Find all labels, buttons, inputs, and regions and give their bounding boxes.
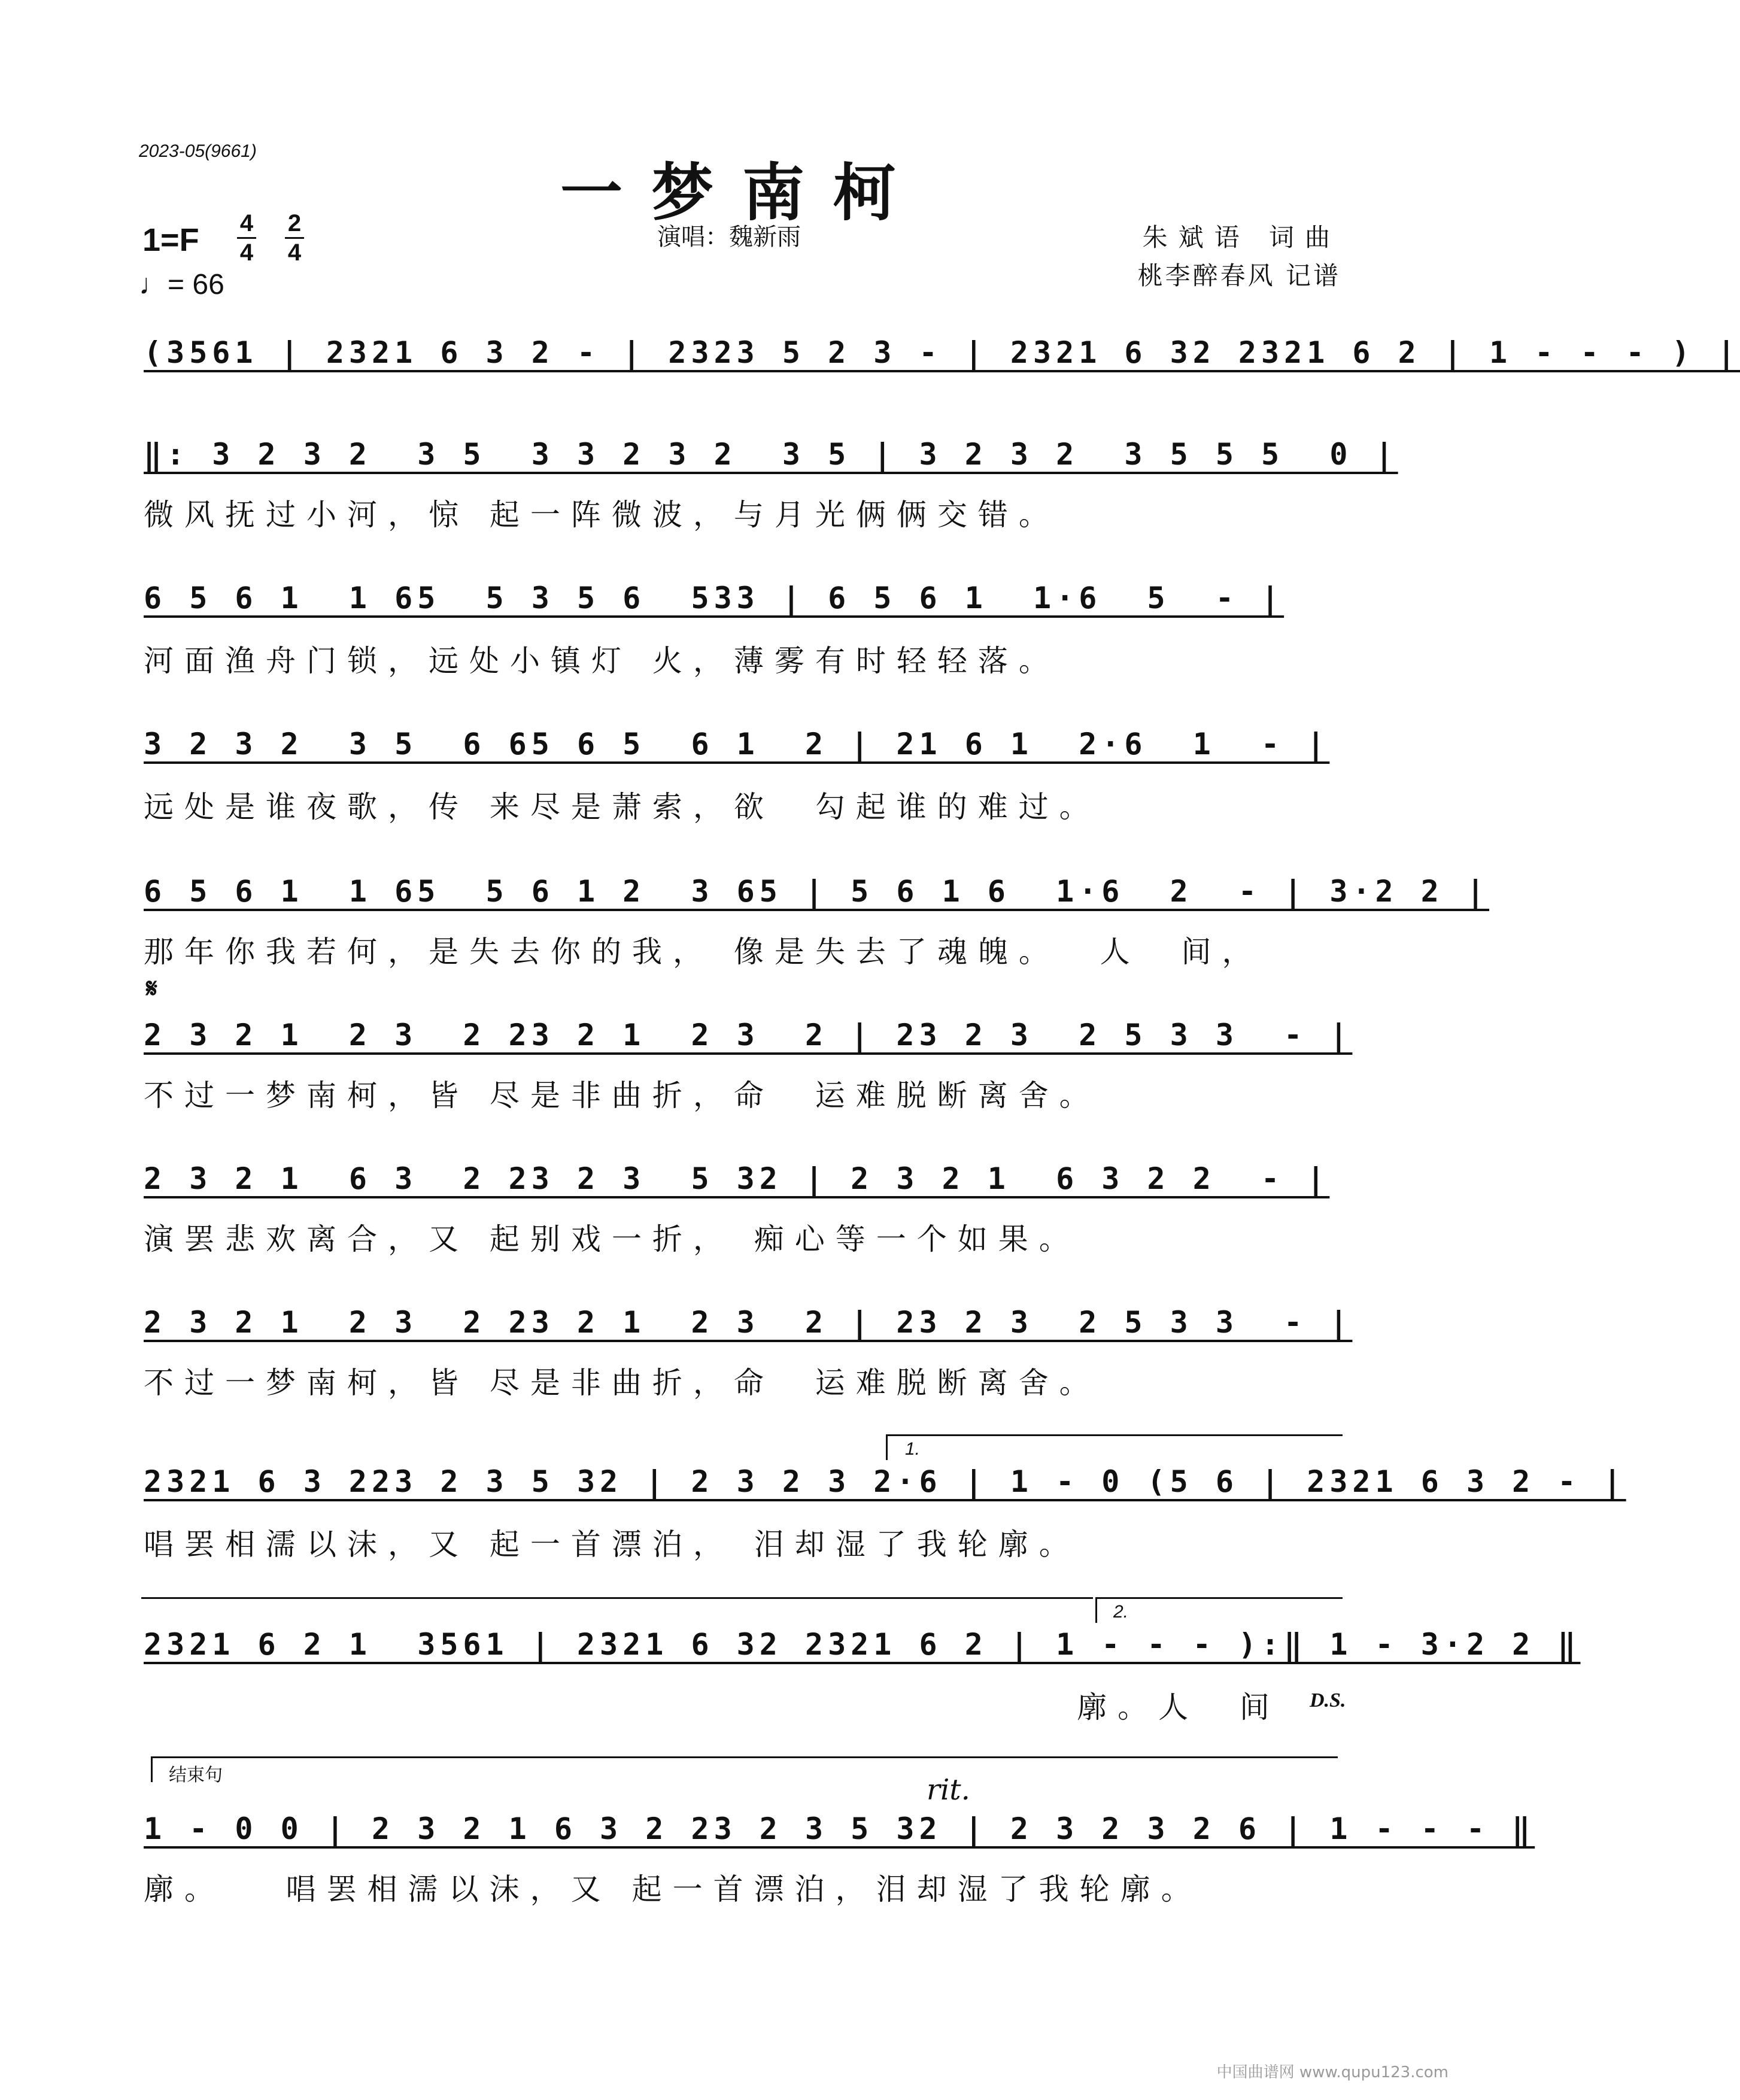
time-bottom-2: 4 — [287, 239, 302, 266]
volta-1-label: 1. — [905, 1439, 921, 1459]
transcriber-credit: 桃李醉春风 记谱 — [1137, 261, 1341, 290]
notation-line-9: 2321 6 3 223 2 3 5 32 | 2 3 2 3 2·6 | 1 - 0 (5 6 | 2321 6 3 2 - | — [144, 1464, 1626, 1499]
notation-line-8: 2 3 2 1 2 3 2 23 2 1 2 3 2 | 23 2 3 2 5 3 3 - | — [144, 1305, 1353, 1340]
notation-line-1: (3561 | 2321 6 3 2 - | 2323 5 2 3 - | 2321 6 32 2321 6 2 | 1 - - - ) | — [144, 335, 1740, 370]
lyrics-line-10: 廓。人 间 — [144, 1690, 1280, 1725]
volta-bracket-1 — [886, 1434, 1343, 1460]
song-title: 一梦南柯 — [560, 156, 924, 229]
notation-line-5: 6 5 6 1 1 65 5 6 1 2 3 65 | 5 6 1 6 1·6 2 - | 3·2 2 | — [144, 874, 1490, 909]
volta-1-continuation — [141, 1597, 1093, 1599]
lyrics-line-5: 那年你我若何，是失去你的我， 像是失去了魂魄。 人 间， — [144, 934, 1263, 969]
singer-credit: 演唱：魏新雨 — [657, 223, 801, 251]
coda-bracket — [151, 1756, 1338, 1782]
volta-bracket-2 — [1095, 1597, 1343, 1623]
site-watermark: 中国曲谱网 www.qupu123.com — [1216, 2063, 1449, 2081]
catalog-number: 2023-05(9661) — [139, 141, 257, 161]
notation-line-10: 2321 6 2 1 3561 | 2321 6 32 2321 6 2 | 1 - - - ):‖ 1 - 3·2 2 ‖ — [144, 1627, 1581, 1662]
lyrics-line-3: 河面渔舟门锁，远处小镇灯 火，薄雾有时轻轻落。 — [144, 644, 1059, 678]
notation-line-3: 6 5 6 1 1 65 5 3 5 6 533 | 6 5 6 1 1·6 5 - | — [144, 581, 1284, 615]
lyrics-line-8: 不过一梦南柯，皆 尽是非曲折，命 运难脱断离舍。 — [144, 1365, 1100, 1400]
notation-line-11: 1 - 0 0 | 2 3 2 1 6 3 2 23 2 3 5 32 | 2 3 2 3 2 6 | 1 - - - ‖ — [144, 1811, 1535, 1846]
time-signature-2 — [285, 211, 304, 265]
notation-line-6: 2 3 2 1 2 3 2 23 2 1 2 3 2 | 23 2 3 2 5 3 3 - | — [144, 1018, 1353, 1052]
time-signature-1 — [237, 211, 256, 265]
time-bottom-1: 4 — [239, 239, 254, 266]
tempo-marking: ♩= 66 — [139, 269, 224, 301]
lyrics-line-7: 演罢悲欢离合，又 起别戏一折， 痴心等一个如果。 — [144, 1222, 1080, 1257]
coda-label: 结束句 — [169, 1765, 223, 1786]
time-top-2: 2 — [287, 210, 302, 236]
segno-sign: 𝄋 — [146, 973, 157, 1004]
ritardando-mark: rit. — [927, 1773, 970, 1807]
notation-line-4: 3 2 3 2 3 5 6 65 6 5 6 1 2 | 21 6 1 2·6 1 - | — [144, 727, 1330, 761]
lyrics-line-6: 不过一梦南柯，皆 尽是非曲折，命 运难脱断离舍。 — [144, 1078, 1100, 1113]
notation-line-7: 2 3 2 1 6 3 2 23 2 3 5 32 | 2 3 2 1 6 3 2 2 - | — [144, 1161, 1330, 1196]
da-segno-mark: D.S. — [1310, 1689, 1346, 1711]
lyrics-line-4: 远处是谁夜歌，传 来尽是萧索，欲 勾起谁的难过。 — [144, 790, 1100, 824]
key-signature: 1=F — [142, 222, 199, 258]
lyrics-line-9: 唱罢相濡以沫，又 起一首漂泊， 泪却湿了我轮廓。 — [144, 1527, 1080, 1562]
lyrics-line-11: 廓。 唱罢相濡以沫，又 起一首漂泊，泪却湿了我轮廓。 — [144, 1872, 1202, 1907]
composer-credit: 朱斌语 词曲 — [1142, 223, 1341, 252]
notation-line-2: ‖: 3 2 3 2 3 5 3 3 2 3 2 3 5 | 3 2 3 2 3 5 5 5 0 | — [144, 437, 1398, 472]
lyrics-line-2: 微风抚过小河，惊 起一阵微波，与月光俩俩交错。 — [144, 497, 1059, 532]
volta-2-label: 2. — [1113, 1602, 1129, 1622]
time-top-1: 4 — [239, 210, 254, 236]
